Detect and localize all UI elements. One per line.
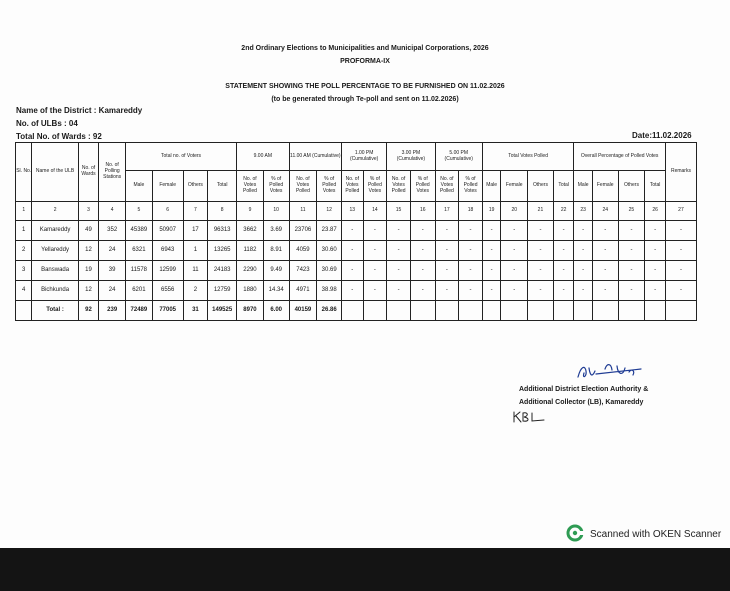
table-cell: 2 [16, 241, 32, 261]
total-cell [574, 301, 593, 321]
table-cell: 6943 [152, 241, 183, 261]
subheader-male: Male [126, 171, 153, 202]
table-cell: - [387, 221, 411, 241]
total-cell [387, 301, 411, 321]
column-number-cell: 5 [126, 202, 153, 221]
total-cell [482, 301, 501, 321]
table-cell: - [363, 261, 387, 281]
column-number-cell: 8 [208, 202, 237, 221]
table-cell: - [645, 221, 666, 241]
subheader-total: Total [208, 171, 237, 202]
table-cell: - [342, 261, 364, 281]
table-cell: 4059 [289, 241, 317, 261]
column-number-cell: 16 [410, 202, 435, 221]
proforma-label: PROFORMA-IX [340, 58, 390, 65]
column-number-cell: 17 [435, 202, 459, 221]
subheader-percent-polled: % of Polled Votes [410, 171, 435, 202]
table-cell: - [459, 241, 483, 261]
signatory-line-2: Additional Collector (LB), Kamareddy [519, 399, 644, 406]
total-cell [645, 301, 666, 321]
table-cell: - [387, 261, 411, 281]
header-time-5pm: 5.00 PM (Cumulative) [435, 143, 482, 171]
table-cell: 9.49 [263, 261, 289, 281]
statement-subtitle: (to be generated through Te-poll and sent on 11.02.2026) [271, 96, 459, 103]
table-cell: - [410, 281, 435, 301]
table-cell: - [410, 241, 435, 261]
table-cell: - [665, 261, 696, 281]
election-title: 2nd Ordinary Elections to Municipalities and Municipal Corporations, 2026 [241, 45, 489, 52]
subheader-polled-others: Others [528, 171, 554, 202]
column-number-cell: 18 [459, 202, 483, 221]
total-cell: 40159 [289, 301, 317, 321]
subheader-votes-polled: No. of Votes Polled [237, 171, 264, 202]
total-label-cell: Total : [32, 301, 78, 321]
column-number-cell: 24 [592, 202, 618, 221]
table-cell: 13265 [208, 241, 237, 261]
table-cell: - [482, 241, 501, 261]
subheader-percent-polled: % of Polled Votes [317, 171, 342, 202]
table-cell: - [387, 241, 411, 261]
table-cell: 50907 [152, 221, 183, 241]
column-number-cell: 6 [152, 202, 183, 221]
table-cell: - [618, 261, 645, 281]
total-cell: 149525 [208, 301, 237, 321]
table-cell: 1 [16, 221, 32, 241]
table-cell: 14.34 [263, 281, 289, 301]
column-number-cell: 14 [363, 202, 387, 221]
subheader-votes-polled: No. of Votes Polled [387, 171, 411, 202]
table-cell: - [363, 281, 387, 301]
table-cell: - [482, 281, 501, 301]
table-cell: 38.98 [317, 281, 342, 301]
table-cell: - [501, 241, 528, 261]
table-cell: 7423 [289, 261, 317, 281]
table-row [16, 221, 697, 241]
table-cell: 3 [16, 261, 32, 281]
table-cell: - [387, 281, 411, 301]
table-cell: - [482, 221, 501, 241]
table-row [16, 261, 697, 281]
subheader-percent-polled: % of Polled Votes [459, 171, 483, 202]
table-cell: - [363, 241, 387, 261]
column-number-cell: 1 [16, 202, 32, 221]
table-cell: - [553, 241, 574, 261]
table-cell: 1 [183, 241, 208, 261]
column-number-cell: 11 [289, 202, 317, 221]
table-row [16, 241, 697, 261]
statement-date: Date:11.02.2026 [632, 131, 692, 140]
table-cell: 6201 [126, 281, 153, 301]
table-cell: - [459, 261, 483, 281]
table-cell: 4971 [289, 281, 317, 301]
table-cell: - [459, 221, 483, 241]
ulb-name-cell: Kamareddy [32, 221, 78, 241]
total-cell: 77005 [152, 301, 183, 321]
table-cell: - [482, 261, 501, 281]
table-cell: - [342, 241, 364, 261]
table-cell: - [435, 221, 459, 241]
total-cell [410, 301, 435, 321]
table-cell: 24 [99, 241, 126, 261]
table-cell: - [574, 221, 593, 241]
column-number-cell: 19 [482, 202, 501, 221]
table-cell: 4 [16, 281, 32, 301]
table-cell: - [665, 221, 696, 241]
total-cell [501, 301, 528, 321]
total-cell: 31 [183, 301, 208, 321]
header-total-voters: Total no. of Voters [126, 143, 237, 171]
table-cell: - [665, 281, 696, 301]
table-cell: - [435, 241, 459, 261]
header-ulb-name: Name of the ULB [32, 143, 78, 202]
table-cell: - [592, 221, 618, 241]
subheader-votes-polled: No. of Votes Polled [289, 171, 317, 202]
table-cell: 11 [183, 261, 208, 281]
table-cell: - [501, 281, 528, 301]
subheader-percent-polled: % of Polled Votes [363, 171, 387, 202]
table-cell: 11578 [126, 261, 153, 281]
table-cell: - [645, 261, 666, 281]
table-cell: - [553, 261, 574, 281]
table-cell: 17 [183, 221, 208, 241]
table-cell: - [553, 221, 574, 241]
table-cell: - [363, 221, 387, 241]
table-cell: - [574, 261, 593, 281]
column-number-cell: 15 [387, 202, 411, 221]
table-cell: 30.69 [317, 261, 342, 281]
column-number-cell: 20 [501, 202, 528, 221]
table-cell: - [435, 281, 459, 301]
table-cell: 19 [78, 261, 99, 281]
table-cell: - [665, 241, 696, 261]
total-cell [665, 301, 696, 321]
table-cell: - [618, 281, 645, 301]
column-number-cell: 21 [528, 202, 554, 221]
column-number-cell: 7 [183, 202, 208, 221]
subheader-percent-polled: % of Polled Votes [263, 171, 289, 202]
total-cell [435, 301, 459, 321]
table-cell: 12759 [208, 281, 237, 301]
header-time-9am: 9.00 AM [237, 143, 289, 171]
header-time-3pm: 3.00 PM (Cumulative) [387, 143, 435, 171]
table-row [16, 281, 697, 301]
signatory-block [519, 383, 648, 409]
header-time-1pm: 1.00 PM (Cumulative) [342, 143, 387, 171]
table-cell: 1880 [237, 281, 264, 301]
ward-count: Total No. of Wards : 92 [16, 132, 102, 141]
column-number-cell: 12 [317, 202, 342, 221]
statement-title: STATEMENT SHOWING THE POLL PERCENTAGE TO BE FURNISHED ON 11.02.2026 [225, 83, 505, 90]
bottom-black-bar [0, 548, 730, 591]
table-cell: 39 [99, 261, 126, 281]
table-cell: 8.91 [263, 241, 289, 261]
table-cell: 30.60 [317, 241, 342, 261]
total-cell: 6.00 [263, 301, 289, 321]
table-cell: - [459, 281, 483, 301]
table-body [16, 202, 697, 321]
ulb-name-cell: Bichkunda [32, 281, 78, 301]
column-number-cell: 13 [342, 202, 364, 221]
column-number-cell: 4 [99, 202, 126, 221]
header-total-votes-polled: Total Votes Polled [482, 143, 574, 171]
table-cell: 23.87 [317, 221, 342, 241]
table-cell: - [592, 281, 618, 301]
total-cell [592, 301, 618, 321]
table-cell: - [592, 241, 618, 261]
table-cell: - [618, 221, 645, 241]
total-cell [16, 301, 32, 321]
column-number-cell: 22 [553, 202, 574, 221]
table-cell: - [618, 241, 645, 261]
initials-scribble [512, 410, 546, 424]
total-cell [342, 301, 364, 321]
table-cell: - [574, 241, 593, 261]
table-cell: - [528, 261, 554, 281]
table-cell: 2 [183, 281, 208, 301]
column-number-cell: 3 [78, 202, 99, 221]
table-cell: - [528, 221, 554, 241]
table-cell: 96313 [208, 221, 237, 241]
table-cell: 3.69 [263, 221, 289, 241]
oken-scanner-logo-icon [566, 524, 584, 545]
total-cell [363, 301, 387, 321]
table-cell: - [528, 241, 554, 261]
column-number-cell: 23 [574, 202, 593, 221]
subheader-overall-female: Female [592, 171, 618, 202]
subheader-overall-others: Others [618, 171, 645, 202]
table-cell: - [342, 281, 364, 301]
header-overall-percentage: Overall Percentage of Polled Votes [574, 143, 666, 171]
table-cell: - [645, 281, 666, 301]
table-cell: - [410, 261, 435, 281]
scanner-watermark [566, 524, 721, 545]
subheader-overall-total: Total [645, 171, 666, 202]
table-cell: - [435, 261, 459, 281]
header-time-11am: 11.00 AM (Cumulative) [289, 143, 341, 171]
subheader-votes-polled: No. of Votes Polled [342, 171, 364, 202]
total-row [16, 301, 697, 321]
table-cell: 49 [78, 221, 99, 241]
subheader-votes-polled: No. of Votes Polled [435, 171, 459, 202]
subheader-polled-female: Female [501, 171, 528, 202]
total-cell [553, 301, 574, 321]
ulb-name-cell: Yellareddy [32, 241, 78, 261]
total-cell [618, 301, 645, 321]
total-cell [459, 301, 483, 321]
total-cell [528, 301, 554, 321]
column-number-cell: 2 [32, 202, 78, 221]
total-cell: 239 [99, 301, 126, 321]
scanner-text: Scanned with OKEN Scanner [590, 529, 722, 541]
subheader-others: Others [183, 171, 208, 202]
table-cell: 24 [99, 281, 126, 301]
table-cell: - [342, 221, 364, 241]
column-number-cell: 9 [237, 202, 264, 221]
table-cell: - [528, 281, 554, 301]
ulb-count: No. of ULBs : 04 [16, 119, 78, 128]
total-cell: 8970 [237, 301, 264, 321]
column-number-cell: 26 [645, 202, 666, 221]
table-cell: - [410, 221, 435, 241]
total-cell: 92 [78, 301, 99, 321]
column-number-row [16, 202, 697, 221]
ulb-name-cell: Banswada [32, 261, 78, 281]
subheader-polled-total: Total [553, 171, 574, 202]
table-cell: 23706 [289, 221, 317, 241]
table-cell: 45389 [126, 221, 153, 241]
column-number-cell: 27 [665, 202, 696, 221]
subheader-female: Female [152, 171, 183, 202]
table-cell: - [553, 281, 574, 301]
table-cell: - [592, 261, 618, 281]
district-name: Name of the District : Kamareddy [16, 106, 143, 115]
total-cell: 72489 [126, 301, 153, 321]
total-cell: 26.86 [317, 301, 342, 321]
subheader-polled-male: Male [482, 171, 501, 202]
table-cell: 12 [78, 241, 99, 261]
table-cell: 2290 [237, 261, 264, 281]
table-cell: 1182 [237, 241, 264, 261]
poll-percentage-table [15, 142, 697, 321]
table-cell: 352 [99, 221, 126, 241]
signatory-line-1: Additional District Election Authority & [519, 386, 649, 393]
header-remarks: Remarks [665, 143, 696, 202]
table-cell: 24183 [208, 261, 237, 281]
table-cell: 12 [78, 281, 99, 301]
header-no-of-wards: No. of Wards [78, 143, 99, 202]
table-cell: 6556 [152, 281, 183, 301]
table-cell: - [501, 221, 528, 241]
subheader-overall-male: Male [574, 171, 593, 202]
table-cell: 3662 [237, 221, 264, 241]
table-cell: - [645, 241, 666, 261]
table-cell: 12599 [152, 261, 183, 281]
column-number-cell: 10 [263, 202, 289, 221]
column-number-cell: 25 [618, 202, 645, 221]
header-sl-no: Sl. No. [16, 143, 32, 202]
table-cell: 6321 [126, 241, 153, 261]
header-polling-stations: No. of Polling Stations [99, 143, 126, 202]
table-cell: - [574, 281, 593, 301]
table-cell: - [501, 261, 528, 281]
